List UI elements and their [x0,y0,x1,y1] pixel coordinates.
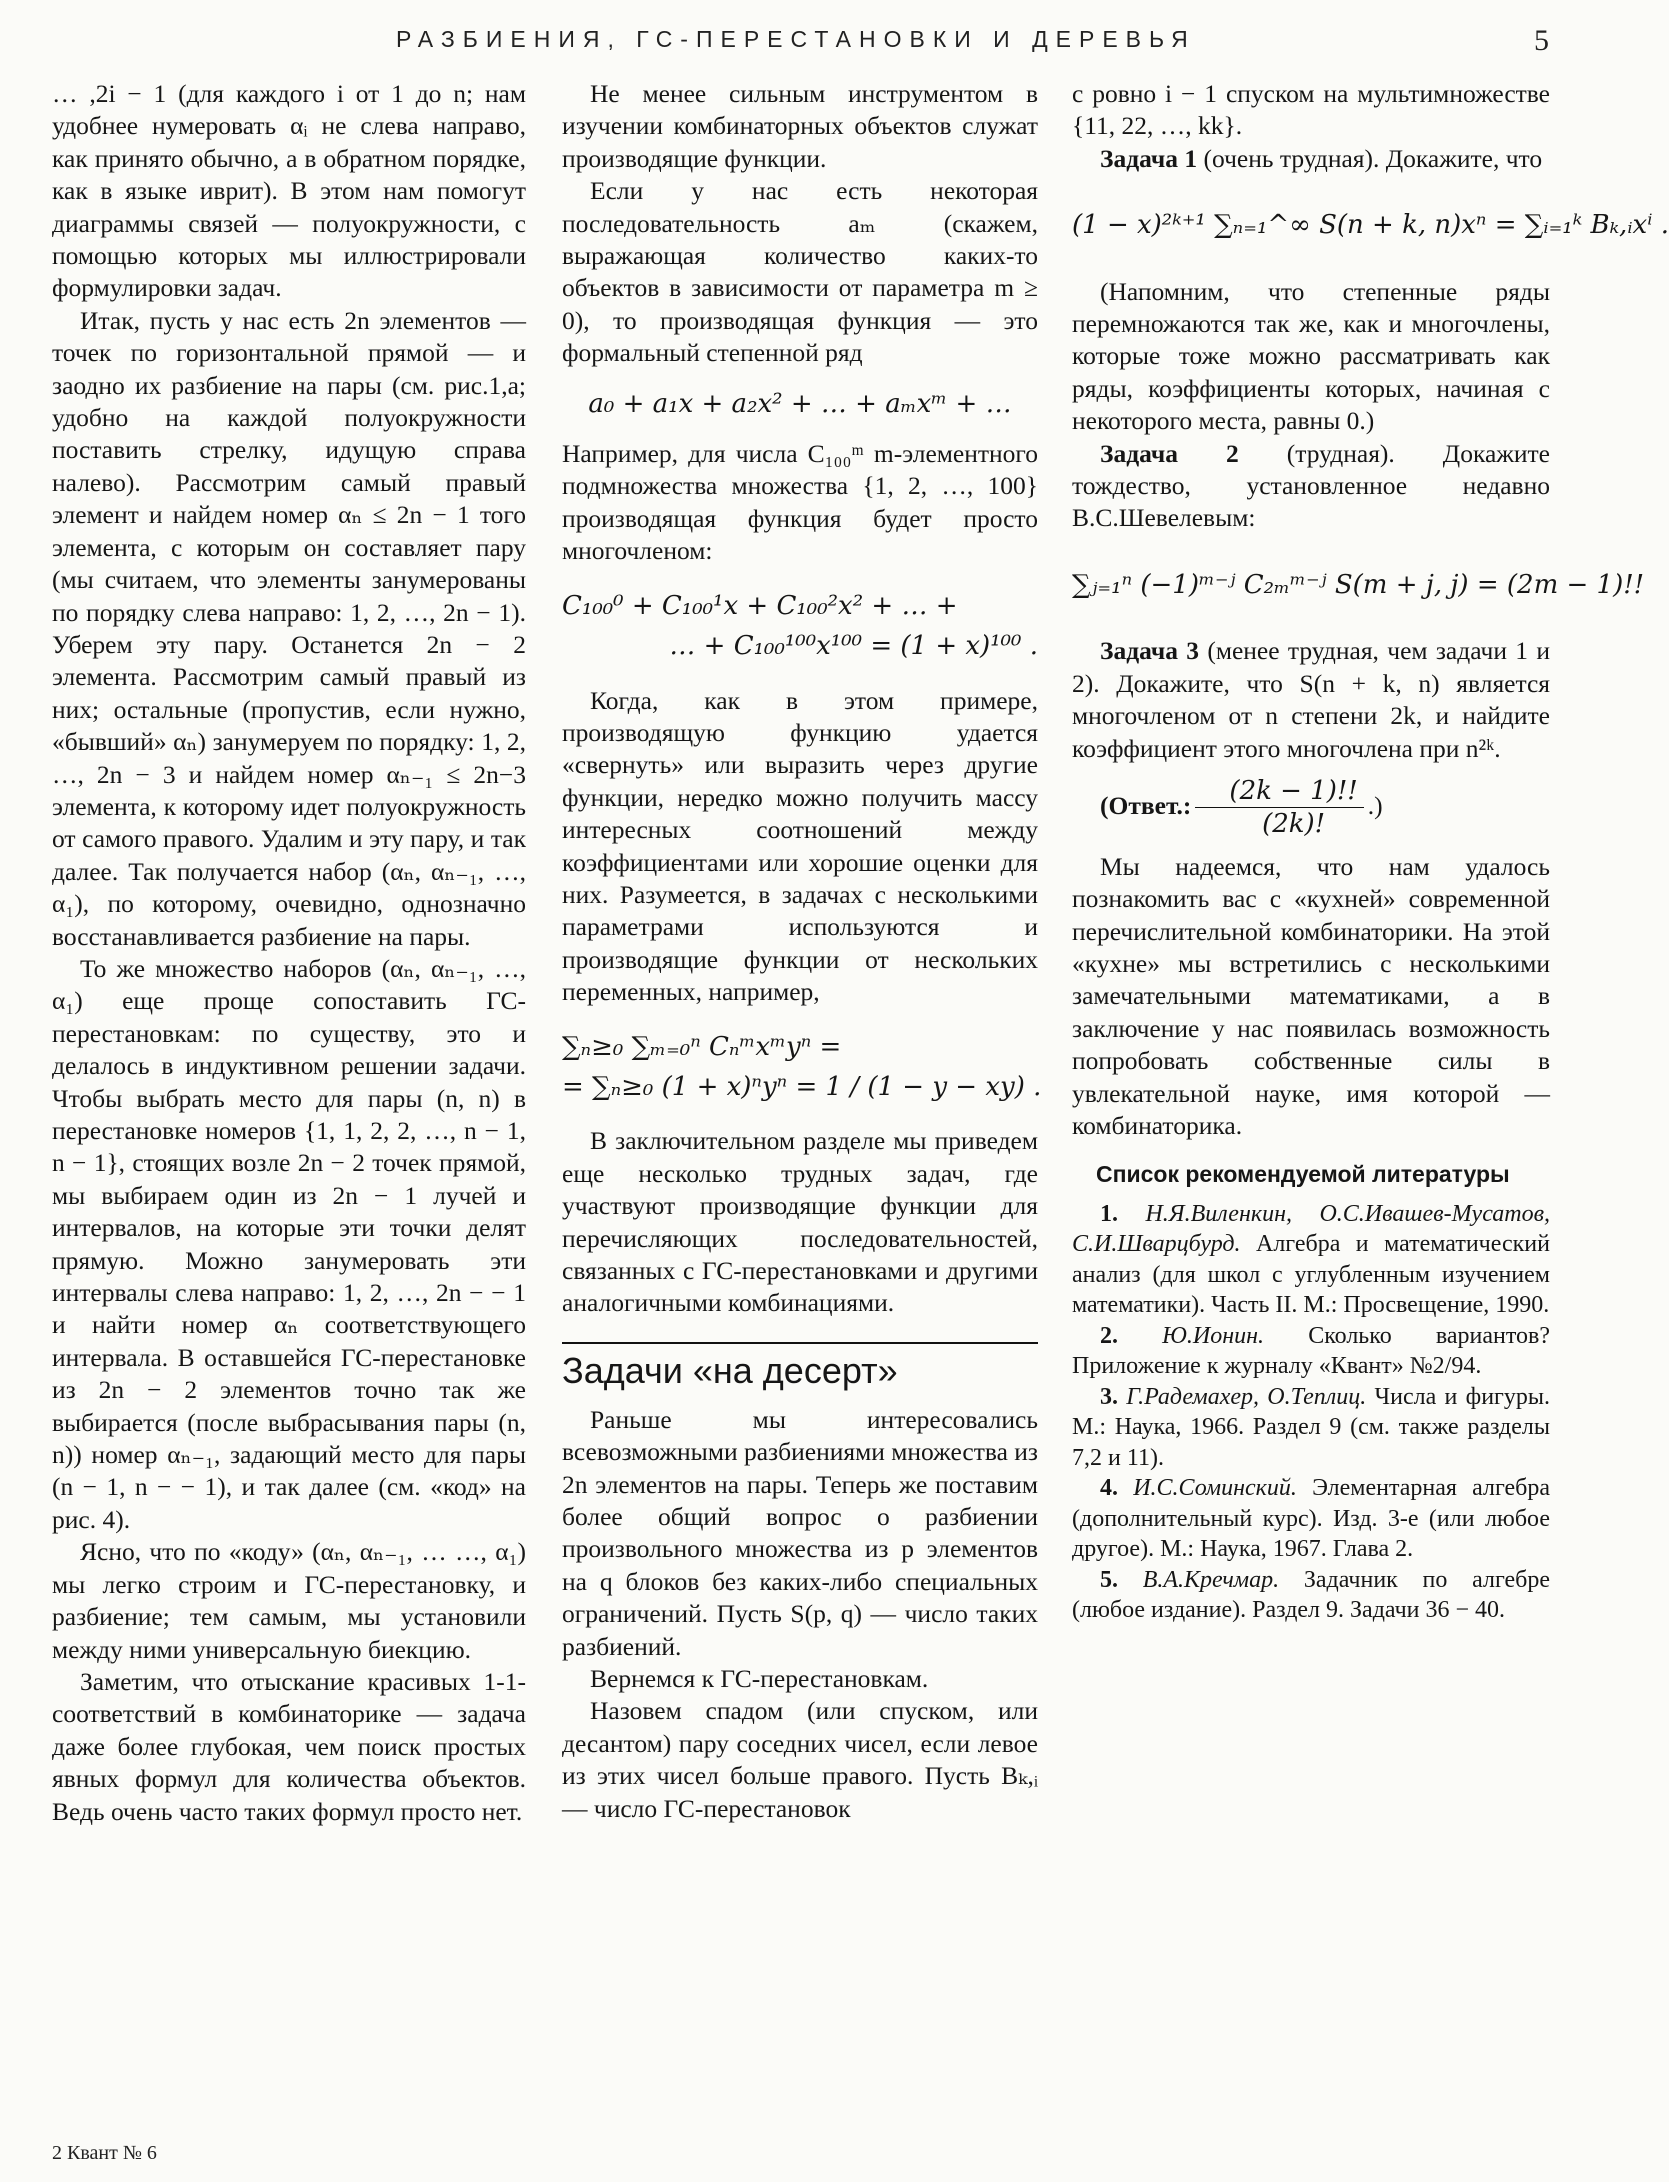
reference-number: 5. [1100,1566,1118,1593]
task-1-label: Задача 1 [1100,143,1198,173]
paragraph: То же множество наборов (αₙ, αₙ₋₁, …, α₁) еще проще сопоставить ГС-перестановкам: по существу, это и делалось в индуктивном решении задачи. Чтобы выбрать место для пары (n, n) в перестановке номеров {1, 1, 2, 2, …, n − 1, n − 1}, стоящих возле 2n − 2 точек прямой, мы выбираем один из 2n − 1 лучей и интервалов, на которые эти точки делят прямую. Можно занумеровать эти интервалы слева направо: 1, 2, …, 2n − − 1 и найти номер αₙ соответствующего интервала. В оставшейся ГС-перестановке из 2n − 2 элементов точно так же выбирается (после выбрасывания пары (n, n)) номер αₙ₋₁, задающий место для пары (n − 1, n − − 1), и так далее (см. «код» на рис. 4). [52,953,526,1534]
paragraph: Мы надеемся, что нам удалось познакомить вас с «кухней» современной перечислительной комбинаторики. На этой «кухне» мы встретились с несколькими замечательными математиками, а в заключение у нас появилась возможность попробовать собственные силы в увлекательной науке, имя которой — комбинаторика. [1072,851,1550,1140]
reference-number: 3. [1100,1383,1118,1410]
reference-authors: В.А.Кречмар. [1142,1566,1280,1593]
reference-number: 2. [1100,1322,1118,1349]
paragraph: Итак, пусть у нас есть 2n элементов — точек по горизонтальной прямой — и заодно их разбиение на пары (см. рис.1,а; удобно на каждой полуокружности поставить стрелку, идущую справа налево). Рассмотрим самый правый элемент и найдем номер αₙ ≤ 2n − 1 того элемента, с которым он составляет пару (мы считаем, что элементы занумерованы по порядку слева направо: 1, 2, …, 2n − 1). Уберем эту пару. Останется 2n − 2 элемента. Рассмотрим самый правый из них; остальные (пропустив, если нужно, «бывший» αₙ) занумеруем по порядку: 1, 2, …, 2n − 3 и найдем номер αₙ₋₁ ≤ 2n−3 элемента, к которому идет полуокружность от самого правого. Удалим и эту пару, и так далее. Так получается набор (αₙ, αₙ₋₁, …, α₁), по которому, очевидно, однозначно восстанавливается разбиение на пары. [52,305,526,951]
paragraph: Ясно, что по «коду» (αₙ, αₙ₋₁, … …, α₁) мы легко строим и ГС-перестановку, и разбиение; тем самым, мы установили между ними универсальную биекцию. [52,1537,526,1664]
reference-item [1072,1382,1550,1474]
page-number: 5 [1534,24,1549,57]
reference-text: Алгебра и математический анализ (для школ с углубленным изучением математики). Часть II. М.: Просвещение, 1990. [1072,1231,1550,1319]
answer-denominator: (2k)! [1262,809,1326,840]
task-1-text: (очень трудная). Докажите, что [1197,143,1543,173]
answer [1072,775,1550,841]
paragraph: Если у нас есть некоторая последовательность aₘ (скажем, выражающая количество каких-то объектов в зависимости от параметра m ≥ 0), то производящая функция — это формальный степенной ряд [562,176,1038,368]
paragraph: Не менее сильным инструментом в изучении комбинаторных объектов служат производящие функции. [562,79,1038,173]
reference-authors: Н.Я.Виленкин, О.С.Ивашев-Мусатов, С.И.Шварцбурд. [1072,1200,1550,1258]
references-title: Список рекомендуемой литературы [1096,1161,1510,1188]
reference-text: Числа и фигуры. М.: Наука, 1966. Раздел 9 (см. также разделы 7,2 и 11). [1072,1383,1551,1471]
paragraph: … ,2i − 1 (для каждого i от 1 до n; нам удобнее нумеровать αᵢ не слева направо, как принято обычно, а в обратном порядке, как в языке иврит). В этом нам помогут диаграммы связей — полуокружности, с помощью которых мы иллюстрировали формулировки задач. [52,79,526,303]
running-header: РАЗБИЕНИЯ, ГС-ПЕРЕСТАНОВКИ И ДЕРЕВЬЯ [396,26,1196,52]
reference-item [1072,1199,1550,1321]
paragraph: с ровно i − 1 спуском на мультимножестве {11, 22, …, kk}. [1072,79,1550,141]
reference-text: Элементарная алгебра (дополнительный курс). Изд. 3-е (или любое другое). М.: Наука, 1967. Глава 2. [1072,1475,1550,1563]
paragraph: Заметим, что отыскание красивых 1-1-соответствий в комбинаторике — задача даже более глубокая, чем поиск простых явных формул для количества объектов. Ведь очень часто таких формул просто нет. [52,1666,526,1826]
task-2-text: (трудная). Докажите тождество, установленное недавно В.С.Шевелевым: [1072,438,1550,533]
reference-number: 1. [1100,1200,1118,1227]
column-1 [52,78,526,1828]
reference-authors: Ю.Ионин. [1162,1322,1265,1349]
paragraph: (Напомним, что степенные ряды перемножаются так же, как и многочлены, которые тоже можно рассматривать как ряды, коэффициенты которых, начиная с некоторого места, равны 0.) [1072,276,1550,436]
reference-number: 4. [1100,1475,1118,1502]
formula-double-sum-line-2: = ∑ₙ≥₀ (1 + x)ⁿyⁿ = 1 / (1 − y − xy) . [562,1071,1042,1102]
formula-power-series: a₀ + a₁x + a₂x² + … + aₘxᵐ + … [588,388,1012,419]
task-1 [1072,143,1550,175]
formula-task-2: ∑ⱼ₌₁ⁿ (−1)ᵐ⁻ʲ C₂ₘᵐ⁻ʲ S(m + j, j) = (2m − 1)!! [1072,569,1645,600]
paragraph: Раньше мы интересовались всевозможными разбиениями множества из 2n элементов на пары. Теперь же поставим более общий вопрос о разбиении произвольного множества из p элементов на q блоков без каких-либо специальных ограничений. Пусть S(p, q) — число таких разбиений. [562,1404,1038,1661]
reference-text: Задачник по алгебре (любое издание). Раздел 9. Задачи 36 − 40. [1072,1566,1550,1624]
task-3-text: (менее трудная, чем задачи 1 и 2). Докажите, что S(n + k, n) является многочленом от n степени 2k, и найдите коэффициент этого многочлена при n²ᵏ. [1072,636,1550,763]
footer-signature: 2 Квант № 6 [52,2142,157,2164]
reference-item [1072,1321,1550,1382]
formula-binomial-line-1: C₁₀₀⁰ + C₁₀₀¹x + C₁₀₀²x² + … + [562,590,958,621]
reference-authors: Г.Радемахер, О.Теплиц. [1126,1383,1367,1410]
task-3-label: Задача 3 [1100,636,1200,666]
column-3 [1072,78,1669,1626]
task-2-label: Задача 2 [1100,438,1239,468]
reference-item [1072,1473,1550,1565]
section-title: Задачи «на десерт» [562,1342,1038,1392]
answer-close: .) [1367,790,1383,820]
formula-double-sum-line-1: ∑ₙ≥₀ ∑ₘ₌₀ⁿ Cₙᵐxᵐyⁿ = [562,1031,842,1062]
formula-task-1: (1 − x)²ᵏ⁺¹ ∑ₙ₌₁^∞ S(n + k, n)xⁿ = ∑ᵢ₌₁ᵏ Bₖ,ᵢxⁱ . [1072,210,1669,241]
answer-fraction [1195,775,1363,841]
answer-label: (Ответ.: [1100,790,1192,820]
paragraph: Вернемся к ГС-перестановкам. [590,1664,929,1694]
paragraph: Назовем спадом (или спуском, или десантом) пару соседних чисел, если левое из этих чисел больше правого. Пусть Bₖ,ᵢ — число ГС-перестановок [562,1696,1038,1823]
reference-text: Сколько вариантов? Приложение к журналу «Квант» №2/94. [1072,1322,1550,1380]
task-2 [1072,438,1550,535]
formula-binomial-line-2: … + C₁₀₀¹⁰⁰x¹⁰⁰ = (1 + x)¹⁰⁰ . [669,631,1038,662]
column-2 [562,78,1042,1825]
reference-item [1072,1565,1550,1626]
paragraph: Когда, как в этом примере, производящую функцию удается «свернуть» или выразить через другие функции, нередко можно получить массу интересных соотношений между коэффициентами или хорошие оценки для них. Разумеется, в задачах с несколькими параметрами используются и производящие функции от нескольких переменных, например, [562,685,1038,1007]
task-3 [1072,635,1550,765]
reference-authors: И.С.Соминский. [1133,1475,1297,1502]
paragraph: В заключительном разделе мы приведем еще несколько трудных задач, где участвуют производящие функции для перечисляющих последовательностей, связанных с ГС-перестановками и другими аналогичными комбинациями. [562,1126,1038,1318]
paragraph: Например, для числа C₁₀₀ᵐ m-элементного подмножества множества {1, 2, …, 100} производящая функция будет просто многочленом: [562,439,1038,566]
answer-numerator: (2k − 1)!! [1195,775,1363,808]
